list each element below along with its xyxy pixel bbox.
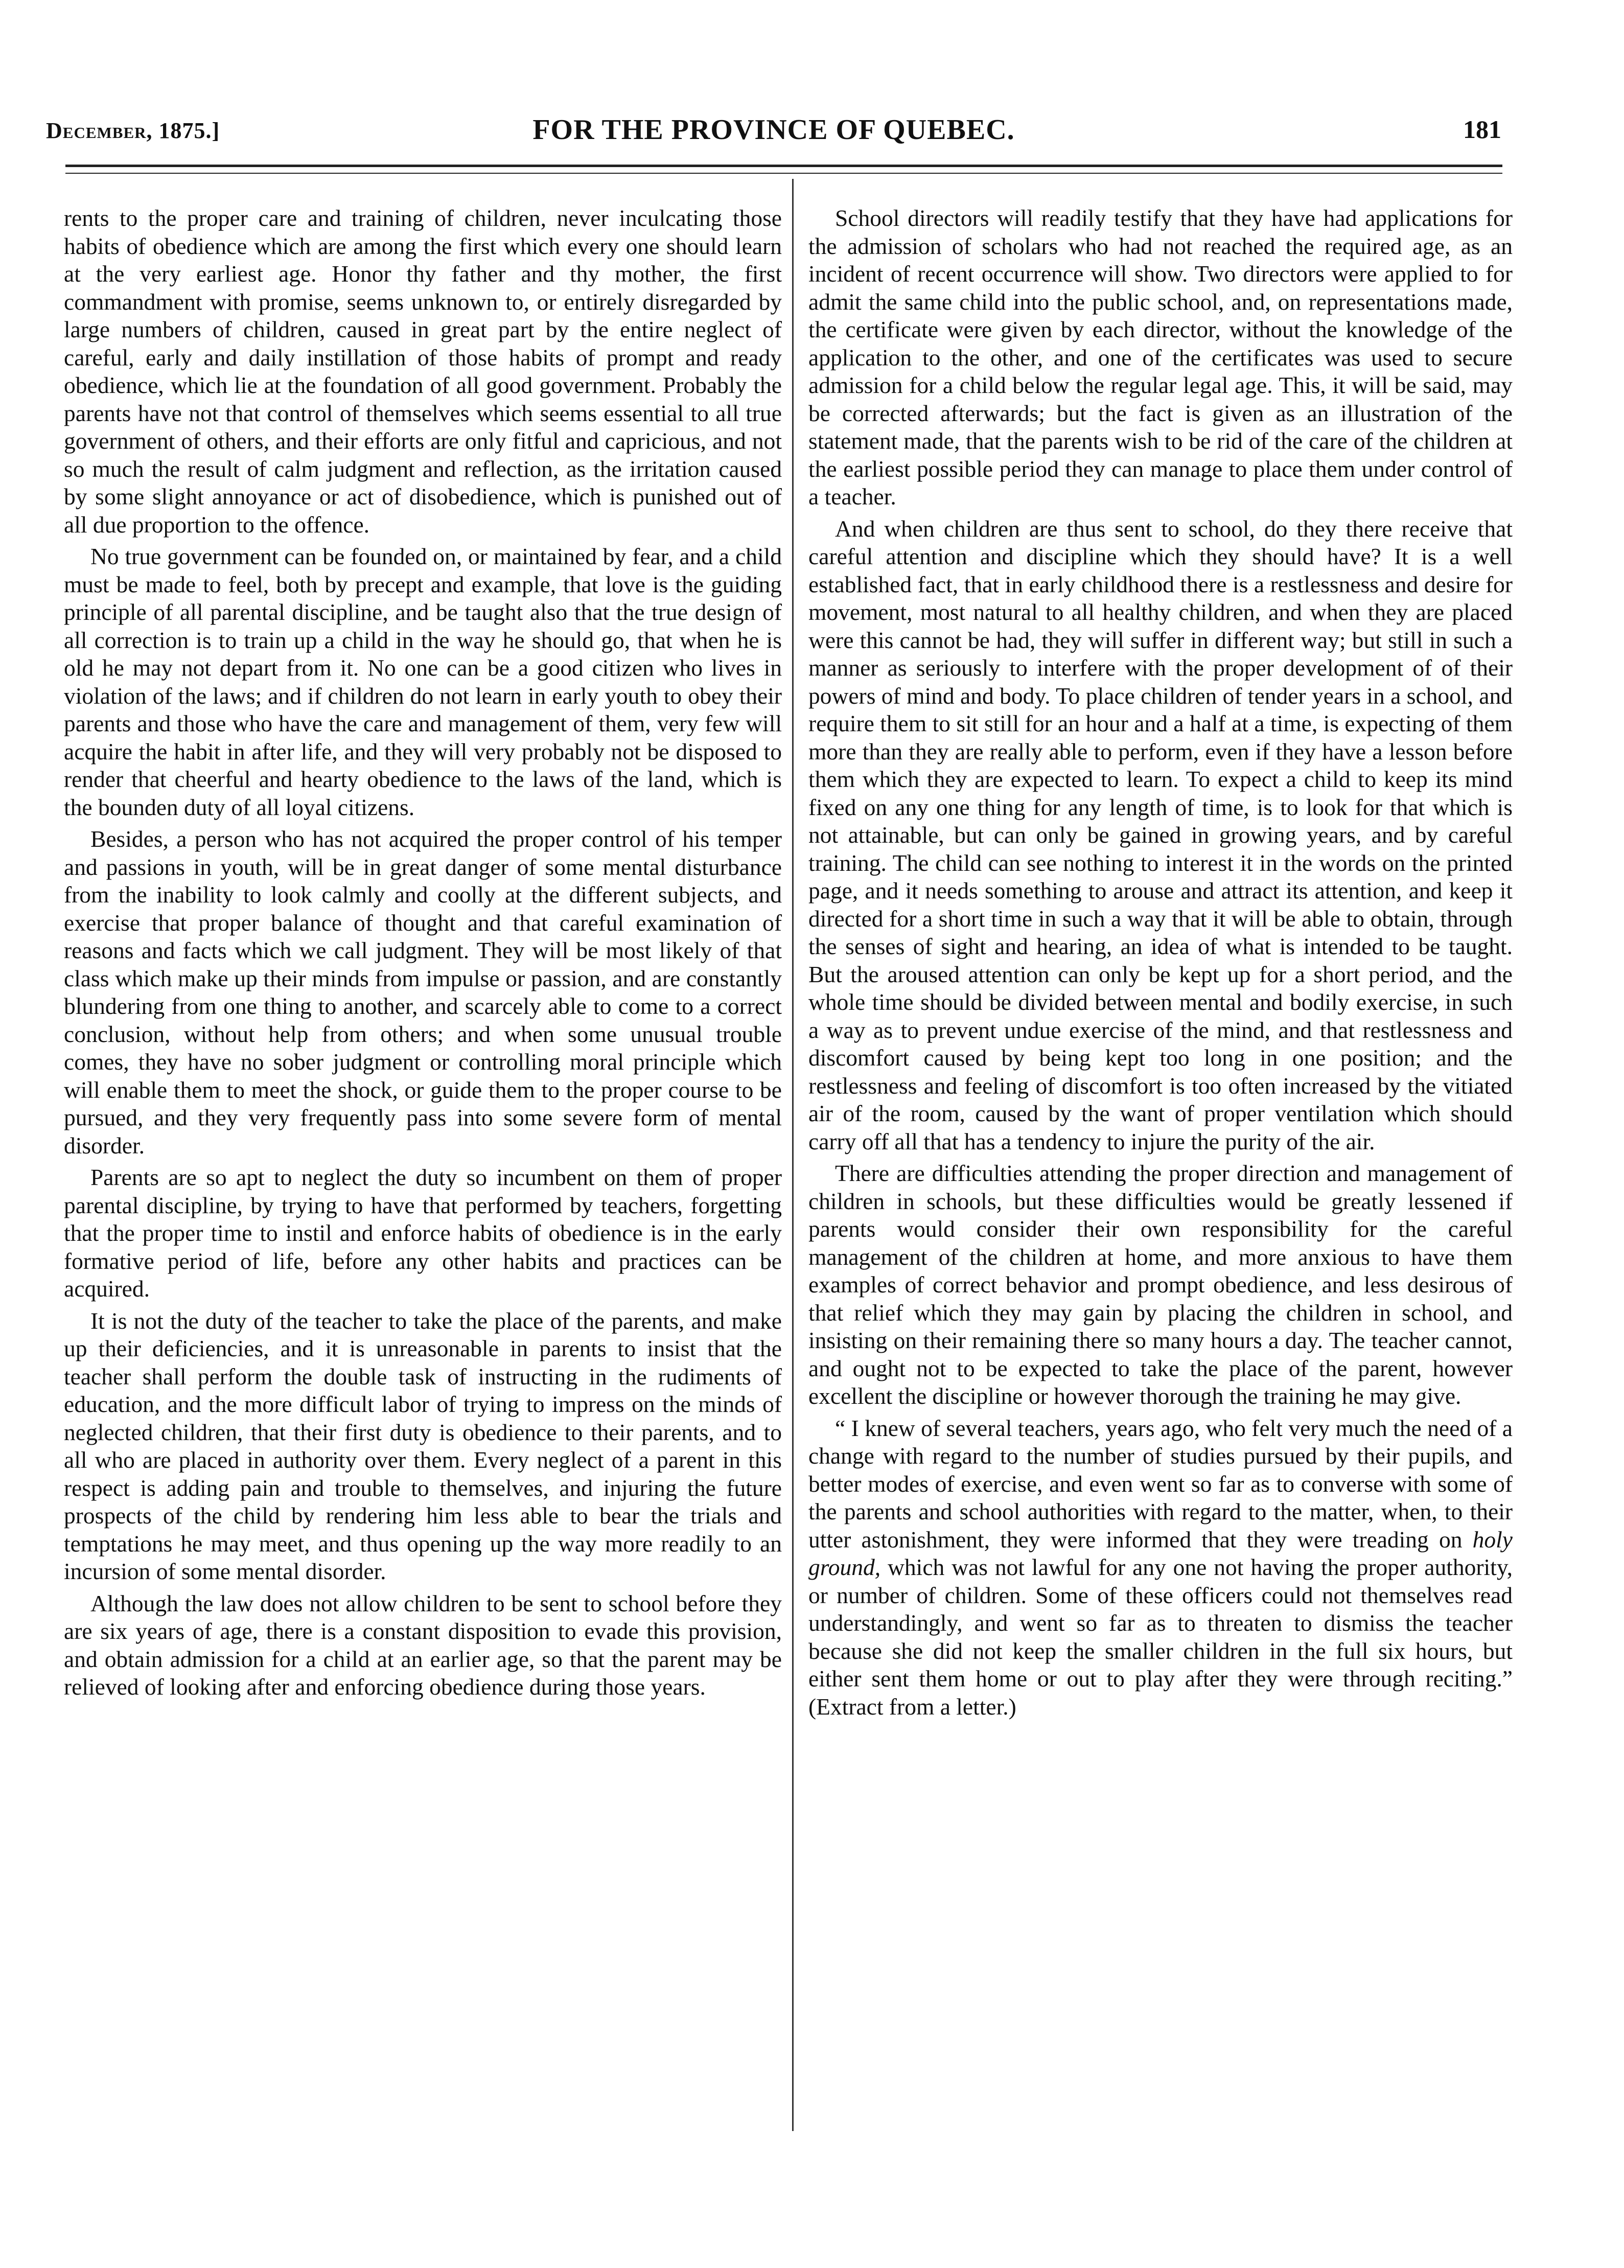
quote-emphasis: holy ground,	[808, 1526, 1513, 1580]
right-column	[808, 204, 1513, 1725]
column-divider	[792, 179, 794, 2131]
paragraph: No true government can be founded on, or maintained by fear, and a child must be made to feel, both by precept and example, that love is the guiding principle of all parental discipline, and be taught also that the true design of all correction is to train up a child in the way he should go, that when he is old he may not depart from it. No one can be a good citizen who lives in violation of the laws; and if children do not learn in early youth to obey their parents and those who have the care and management of them, very few will acquire the habit in after life, and they will very probably not be disposed to render that cheerful and hearty obedience to the laws of the land, which is the bounden duty of all loyal citizens.	[64, 543, 782, 820]
running-head	[46, 113, 1501, 154]
header-title: FOR THE PROVINCE OF QUEBEC.	[532, 114, 1015, 146]
paragraph: rents to the proper care and training of children, never inculcating those habits of obedience which are among the first which every one should learn at the very earliest age. Honor thy father and thy mother, the first commandment with promise, seems unknown to, or entirely disregarded by large numbers of children, caused in great part by the entire neglect of careful, early and daily instillation of those habits of prompt and ready obedience, which lie at the foundation of all good government. Probably the parents have not that control of themselves which seems essential to all true government of others, and their efforts are only fitful and capricious, and not so much the result of calm judgment and reflection, as the irritation caused by some slight annoyance or act of disobedience, which is punished out of all due proportion to the offence.	[64, 205, 782, 538]
quote-text-after: which was not lawful for any one not having the proper authority, or number of children. Some of these officers could not themselves read understandingly, and went so far as to threaten to dismiss the teacher because she did not keep the smaller children in the full six hours, but either sent them home or out to play after they were through reciting.” (Extract from a letter.)	[808, 1554, 1513, 1720]
paragraph: And when children are thus sent to school, do they there receive that careful attention and discipline which they should have? It is a well established fact, that in early childhood there is a restlessness and desire for movement, most natural to all healthy children, and when they are placed were this cannot be had, they will suffer in different way; but still in such a manner as seriously to interfere with the proper development of of their powers of mind and body. To place children of tender years in a school, and require them to sit still for an hour and a half at a time, is expecting of them more than they are really able to perform, even if they have a lesson before them which they are expected to learn. To expect a child to keep its mind fixed on any one thing for any length of time, is to look for that which is not attainable, but can only be gained in growing years, and by careful training. The child can see nothing to interest it in the words on the printed page, and it needs something to arouse and attract its attention, and keep it directed for a short time in such a way that it will be able to obtain, through the senses of sight and hearing, an idea of what is intended to be taught. But the aroused attention can only be kept up for a short period, and the whole time should be divided between mental and bodily exercise, in such a way as to prevent undue exercise of the mind, and that restlessness and discomfort caused by being kept too long in one position; and the restlessness and feeling of discomfort is too often increased by the vitiated air of the room, caused by the want of proper ventilation which should carry off all that has a tendency to injure the purity of the air.	[808, 515, 1513, 1154]
paragraph: Although the law does not allow children to be sent to school before they are six years of age, there is a constant disposition to evade this provision, and obtain admission for a child at an earlier age, so that the parent may be relieved of looking after and enforcing obedience during those years.	[64, 1590, 782, 1700]
quote-text-before: “ I knew of several teachers, years ago, who felt very much the need of a change with regard to the number of studies pursued by their pupils, and better modes of exercise, and even went so far as to converse with some of the parents and school authorities with regard to the matter, when, to their utter astonishment, they were informed that they were treading on	[808, 1415, 1513, 1553]
paragraph: Parents are so apt to neglect the duty so incumbent on them of proper parental discipline, by trying to have that performed by teachers, forgetting that the proper time to instil and enforce habits of obedience is in the early formative period of life, before any other habits and practices can be acquired.	[64, 1164, 782, 1302]
header-date: December, 1875.]	[46, 118, 220, 143]
paragraph: There are difficulties attending the proper direction and management of children in schools, but these difficulties would be greatly lessened if parents would consider their own responsibility for the careful management of the children at home, and more anxious to have them examples of correct behavior and prompt obedience, and less desirous of that relief which they may gain by placing the children in school, and insisting on their remaining there so many hours a day. The teacher cannot, and ought not to be expected to take the place of the parent, however excellent the discipline or however thorough the training he may give.	[808, 1160, 1513, 1409]
quoted-paragraph	[808, 1415, 1513, 1721]
header-rule-thin	[65, 173, 1502, 174]
paragraph: School directors will readily testify that they have had applications for the admission of scholars who had not reached the required age, as an incident of recent occurrence will show. Two directors were applied to for admit the same child into the public school, and, on representations made, the certificate were given by each director, without the knowledge of the application to the other, and one of the certificates was used to secure admission for a child below the regular legal age. This, it will be said, may be corrected afterwards; but the fact is given as an illustration of the statement made, that the parents wish to be rid of the care of the children at the earliest possible period they can manage to place them under control of a teacher.	[808, 205, 1513, 510]
paragraph: Besides, a person who has not acquired the proper control of his temper and passions in youth, will be in great danger of some mental disturbance from the inability to look calmly and coolly at the different subjects, and exercise that proper balance of thought and that careful examination of reasons and facts which we call judgment. They will be most likely of that class which make up their minds from impulse or passion, and are constantly blundering from one thing to another, and scarcely able to come to a correct conclusion, without help from others; and when some unusual trouble comes, they have no sober judgment or controlling moral principle which will enable them to meet the shock, or guide them to the proper course to be pursued, and they very frequently pass into some severe form of mental disorder.	[64, 826, 782, 1159]
page-number: 181	[1463, 115, 1501, 144]
header-rule-thick	[65, 165, 1502, 167]
left-column	[64, 204, 782, 1705]
paragraph: It is not the duty of the teacher to take the place of the parents, and make up their deficiencies, and it is unreasonable in parents to insist that the teacher shall perform the double task of instructing in the rudiments of education, and the more difficult labor of trying to impress on the minds of neglected children, that their first duty is obedience to their parents, and to all who are placed in authority over them. Every neglect of a parent in this respect is adding pain and trouble to themselves, and injuring the future prospects of the child by rendering him less able to bear the trials and temptations he may meet, and thus opening up the way more readily to an incursion of some mental disorder.	[64, 1307, 782, 1584]
